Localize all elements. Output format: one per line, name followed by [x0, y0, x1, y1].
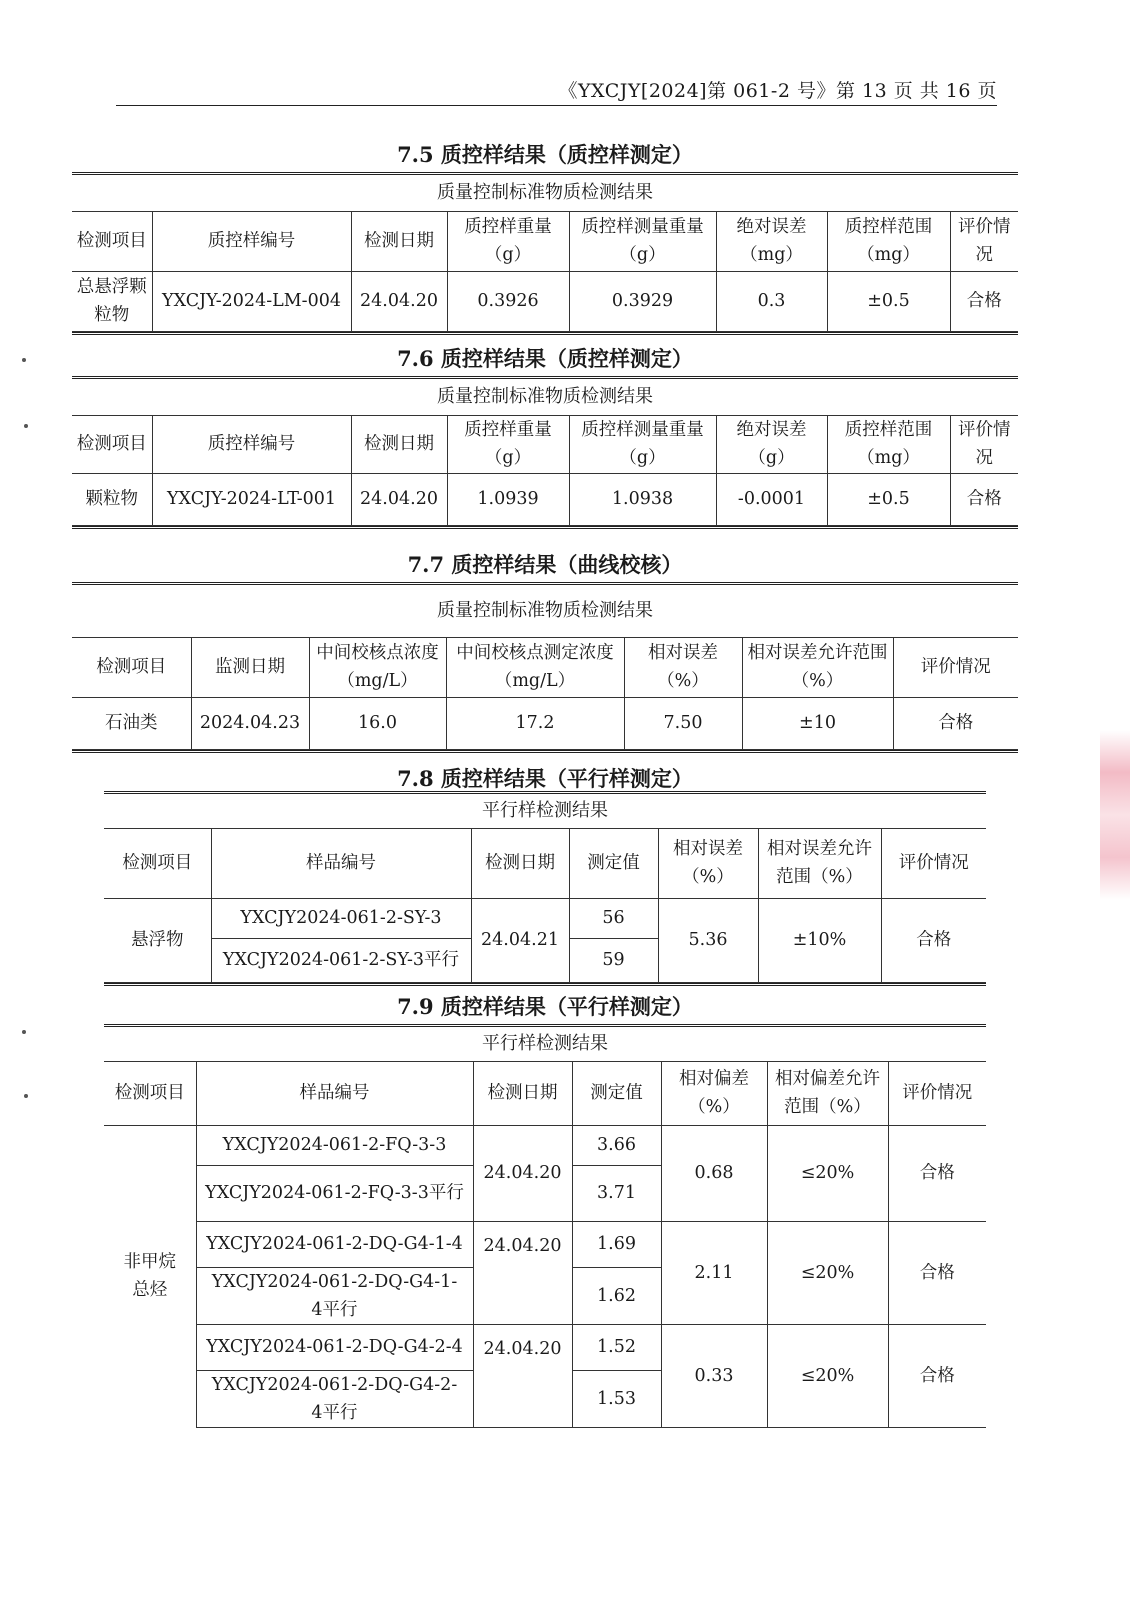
column-header: 检测日期 — [471, 828, 569, 898]
scan-speck — [24, 424, 28, 428]
table-cell: YXCJY2024-061-2-FQ-3-3 — [196, 1125, 473, 1165]
column-header: 质控样范围（mg） — [827, 415, 950, 473]
column-header: 检测项目 — [104, 828, 211, 898]
table-cell: 0.3 — [716, 271, 827, 331]
table-cell: 5.36 — [658, 898, 758, 982]
table-cell: 17.2 — [446, 697, 624, 749]
table-cell: 合格 — [888, 1125, 986, 1221]
table-cell: 合格 — [893, 697, 1018, 749]
table-cell: 0.33 — [661, 1324, 767, 1427]
table-cell: 24.04.20 — [473, 1125, 572, 1221]
table-cell: 0.3926 — [447, 271, 569, 331]
table-cell: 24.04.20 — [351, 473, 447, 525]
column-header: 检测项目 — [72, 637, 191, 697]
table-cell: 1.0938 — [569, 473, 716, 525]
table-cell: 59 — [569, 938, 658, 982]
table-cell: 石油类 — [72, 697, 191, 749]
table-cell: 3.66 — [572, 1125, 661, 1165]
table-cell: ≤20% — [767, 1125, 888, 1221]
table-cell: 非甲烷总烃 — [104, 1125, 196, 1427]
table-cell: 24.04.21 — [471, 898, 569, 982]
column-header: 评价情况 — [950, 415, 1018, 473]
column-header: 相对偏差（%） — [661, 1061, 767, 1125]
qc-table-7-7 — [72, 585, 1018, 750]
column-header: 绝对误差（mg） — [716, 211, 827, 271]
scan-speck — [22, 358, 26, 362]
section-title: 7.9 质控样结果（平行样测定） — [397, 994, 693, 1019]
document-reference: 《YXCJY[2024]第 061-2 号》第 13 页 共 16 页 — [558, 80, 997, 102]
table-cell: YXCJY2024-061-2-FQ-3-3平行 — [196, 1165, 473, 1221]
parallel-table-7-8 — [104, 794, 986, 983]
table-cell: 合格 — [950, 271, 1018, 331]
table-cell: 16.0 — [309, 697, 446, 749]
scan-speck — [24, 1094, 28, 1098]
table-cell: 0.68 — [661, 1125, 767, 1221]
table-cell: ±10 — [742, 697, 893, 749]
table-cell: 1.0939 — [447, 473, 569, 525]
section-7-7 — [72, 548, 1018, 753]
column-header: 相对误差（%） — [658, 828, 758, 898]
column-header: 相对偏差允许范围（%） — [767, 1061, 888, 1125]
section-title: 7.8 质控样结果（平行样测定） — [397, 766, 693, 791]
table-cell: YXCJY2024-061-2-DQ-G4-2-4平行 — [196, 1370, 473, 1427]
column-header: 检测日期 — [351, 415, 447, 473]
column-header: 评价情况 — [888, 1061, 986, 1125]
column-header: 质控样范围（mg） — [827, 211, 950, 271]
column-header: 相对误差允许范围（%） — [742, 637, 893, 697]
table-cell: 1.62 — [572, 1267, 661, 1324]
section-title: 7.7 质控样结果（曲线校核） — [407, 552, 683, 577]
column-header: 中间校核点测定浓度（mg/L） — [446, 637, 624, 697]
column-header: 评价情况 — [950, 211, 1018, 271]
section-7-8 — [104, 767, 986, 986]
table-cell: 56 — [569, 898, 658, 938]
column-header: 检测项目 — [104, 1061, 196, 1125]
column-header: 质控样重量（g） — [447, 211, 569, 271]
column-header: 检测日期 — [473, 1061, 572, 1125]
table-caption: 质量控制标准物质检测结果 — [72, 175, 1018, 211]
column-header: 相对误差允许范围（%） — [758, 828, 881, 898]
table-cell: ≤20% — [767, 1221, 888, 1324]
header-rule — [116, 105, 997, 106]
column-header: 质控样编号 — [152, 211, 351, 271]
column-header: 监测日期 — [191, 637, 309, 697]
table-cell: 1.69 — [572, 1221, 661, 1267]
qc-table-7-5 — [72, 175, 1018, 332]
column-header: 评价情况 — [893, 637, 1018, 697]
column-header: 绝对误差（g） — [716, 415, 827, 473]
table-cell: ±0.5 — [827, 473, 950, 525]
column-header: 样品编号 — [196, 1061, 473, 1125]
table-cell: 颗粒物 — [72, 473, 152, 525]
section-7-9 — [104, 990, 986, 1428]
column-header: 中间校核点浓度（mg/L） — [309, 637, 446, 697]
table-cell: -0.0001 — [716, 473, 827, 525]
table-cell: YXCJY2024-061-2-DQ-G4-1-4 — [196, 1221, 473, 1267]
table-cell: YXCJY-2024-LT-001 — [152, 473, 351, 525]
column-header: 质控样重量（g） — [447, 415, 569, 473]
seal-stamp-edge — [1100, 730, 1130, 900]
table-caption: 平行样检测结果 — [104, 794, 986, 828]
table-caption: 质量控制标准物质检测结果 — [72, 585, 1018, 637]
table-caption: 质量控制标准物质检测结果 — [72, 379, 1018, 415]
table-cell: ±0.5 — [827, 271, 950, 331]
table-cell: 7.50 — [624, 697, 742, 749]
table-cell: YXCJY2024-061-2-DQ-G4-1-4平行 — [196, 1267, 473, 1324]
column-header: 样品编号 — [211, 828, 471, 898]
table-cell: ≤20% — [767, 1324, 888, 1427]
table-cell: YXCJY2024-061-2-SY-3平行 — [211, 938, 471, 982]
table-cell: 3.71 — [572, 1165, 661, 1221]
section-7-6 — [72, 342, 1018, 529]
qc-table-7-6 — [72, 379, 1018, 526]
table-cell: ±10% — [758, 898, 881, 982]
column-header: 质控样测量重量（g） — [569, 415, 716, 473]
column-header: 相对误差（%） — [624, 637, 742, 697]
table-cell: 悬浮物 — [104, 898, 211, 982]
table-cell: YXCJY2024-061-2-DQ-G4-2-4 — [196, 1324, 473, 1370]
table-cell: 合格 — [888, 1221, 986, 1324]
table-cell: 2.11 — [661, 1221, 767, 1324]
section-title: 7.6 质控样结果（质控样测定） — [397, 346, 693, 371]
section-title: 7.5 质控样结果（质控样测定） — [397, 142, 693, 167]
table-cell: 24.04.20 — [351, 271, 447, 331]
table-cell: 24.04.20 — [473, 1324, 572, 1427]
column-header: 质控样编号 — [152, 415, 351, 473]
column-header: 检测项目 — [72, 415, 152, 473]
parallel-table-7-9 — [104, 1027, 986, 1428]
table-cell: 合格 — [950, 473, 1018, 525]
table-cell: YXCJY-2024-LM-004 — [152, 271, 351, 331]
table-cell: YXCJY2024-061-2-SY-3 — [211, 898, 471, 938]
column-header: 质控样测量重量（g） — [569, 211, 716, 271]
table-cell: 2024.04.23 — [191, 697, 309, 749]
table-cell: 1.52 — [572, 1324, 661, 1370]
table-cell: 合格 — [888, 1324, 986, 1427]
table-cell: 合格 — [881, 898, 986, 982]
table-cell: 24.04.20 — [473, 1221, 572, 1324]
column-header: 检测日期 — [351, 211, 447, 271]
scan-speck — [22, 1030, 26, 1034]
column-header: 测定值 — [569, 828, 658, 898]
column-header: 检测项目 — [72, 211, 152, 271]
table-caption: 平行样检测结果 — [104, 1027, 986, 1061]
table-cell: 1.53 — [572, 1370, 661, 1427]
column-header: 评价情况 — [881, 828, 986, 898]
section-7-5 — [72, 138, 1018, 335]
table-cell: 0.3929 — [569, 271, 716, 331]
column-header: 测定值 — [572, 1061, 661, 1125]
table-cell: 总悬浮颗粒物 — [72, 271, 152, 331]
